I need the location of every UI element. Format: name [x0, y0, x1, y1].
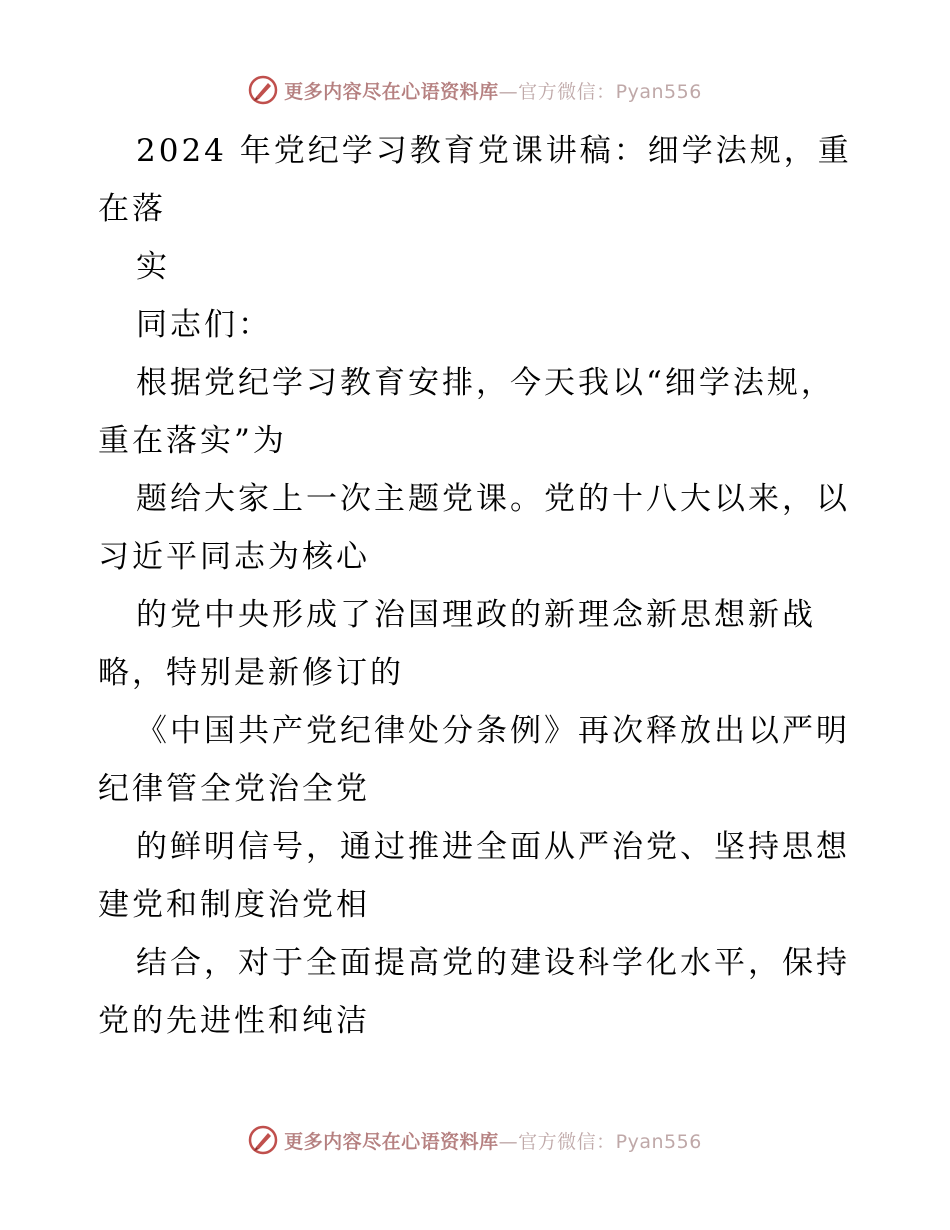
document-body — [98, 122, 858, 1050]
paragraph-line: 根据党纪学习教育安排，今天我以“细学法规， — [136, 365, 835, 401]
paragraph-line: 习近平同志为核心 — [98, 539, 370, 575]
footer-banner-tail: 官方微信：Pyan556 — [518, 1130, 702, 1153]
document-title-line-1: 2024 年党纪学习教育党课讲稿：细学法规，重 — [136, 133, 852, 169]
footer-banner — [0, 1120, 950, 1160]
header-banner-dash: — — [498, 80, 519, 103]
document-title-line-3: 实 — [136, 249, 170, 285]
paragraph-line: 重在落实”为 — [98, 423, 287, 459]
salutation: 同志们： — [136, 307, 272, 343]
header-banner-main: 更多内容尽在心语资料库 — [284, 80, 499, 103]
paragraph-line: 题给大家上一次主题党课。党的十八大以来，以 — [136, 481, 850, 517]
footer-banner-text — [284, 1127, 702, 1154]
paragraph-line: 略，特别是新修订的 — [98, 655, 404, 691]
paragraph-line: 建党和制度治党相 — [98, 887, 370, 923]
header-banner-text — [284, 77, 702, 104]
header-banner — [0, 70, 950, 110]
paragraph-line: 纪律管全党治全党 — [98, 771, 370, 807]
paragraph-line: 《中国共产党纪律处分条例》再次释放出以严明 — [136, 713, 850, 749]
paragraph-line: 的党中央形成了治国理政的新理念新思想新战 — [136, 597, 816, 633]
footer-banner-main: 更多内容尽在心语资料库 — [284, 1130, 499, 1153]
pen-logo-icon — [248, 75, 278, 105]
footer-banner-dash: — — [498, 1130, 519, 1153]
pen-logo-icon — [248, 1125, 278, 1155]
header-banner-tail: 官方微信：Pyan556 — [518, 80, 702, 103]
paragraph-line: 结合，对于全面提高党的建设科学化水平，保持 — [136, 945, 850, 981]
paragraph-line: 党的先进性和纯洁 — [98, 1003, 370, 1039]
document-title-line-2: 在落 — [98, 191, 166, 227]
paragraph-line: 的鲜明信号，通过推进全面从严治党、坚持思想 — [136, 829, 850, 865]
